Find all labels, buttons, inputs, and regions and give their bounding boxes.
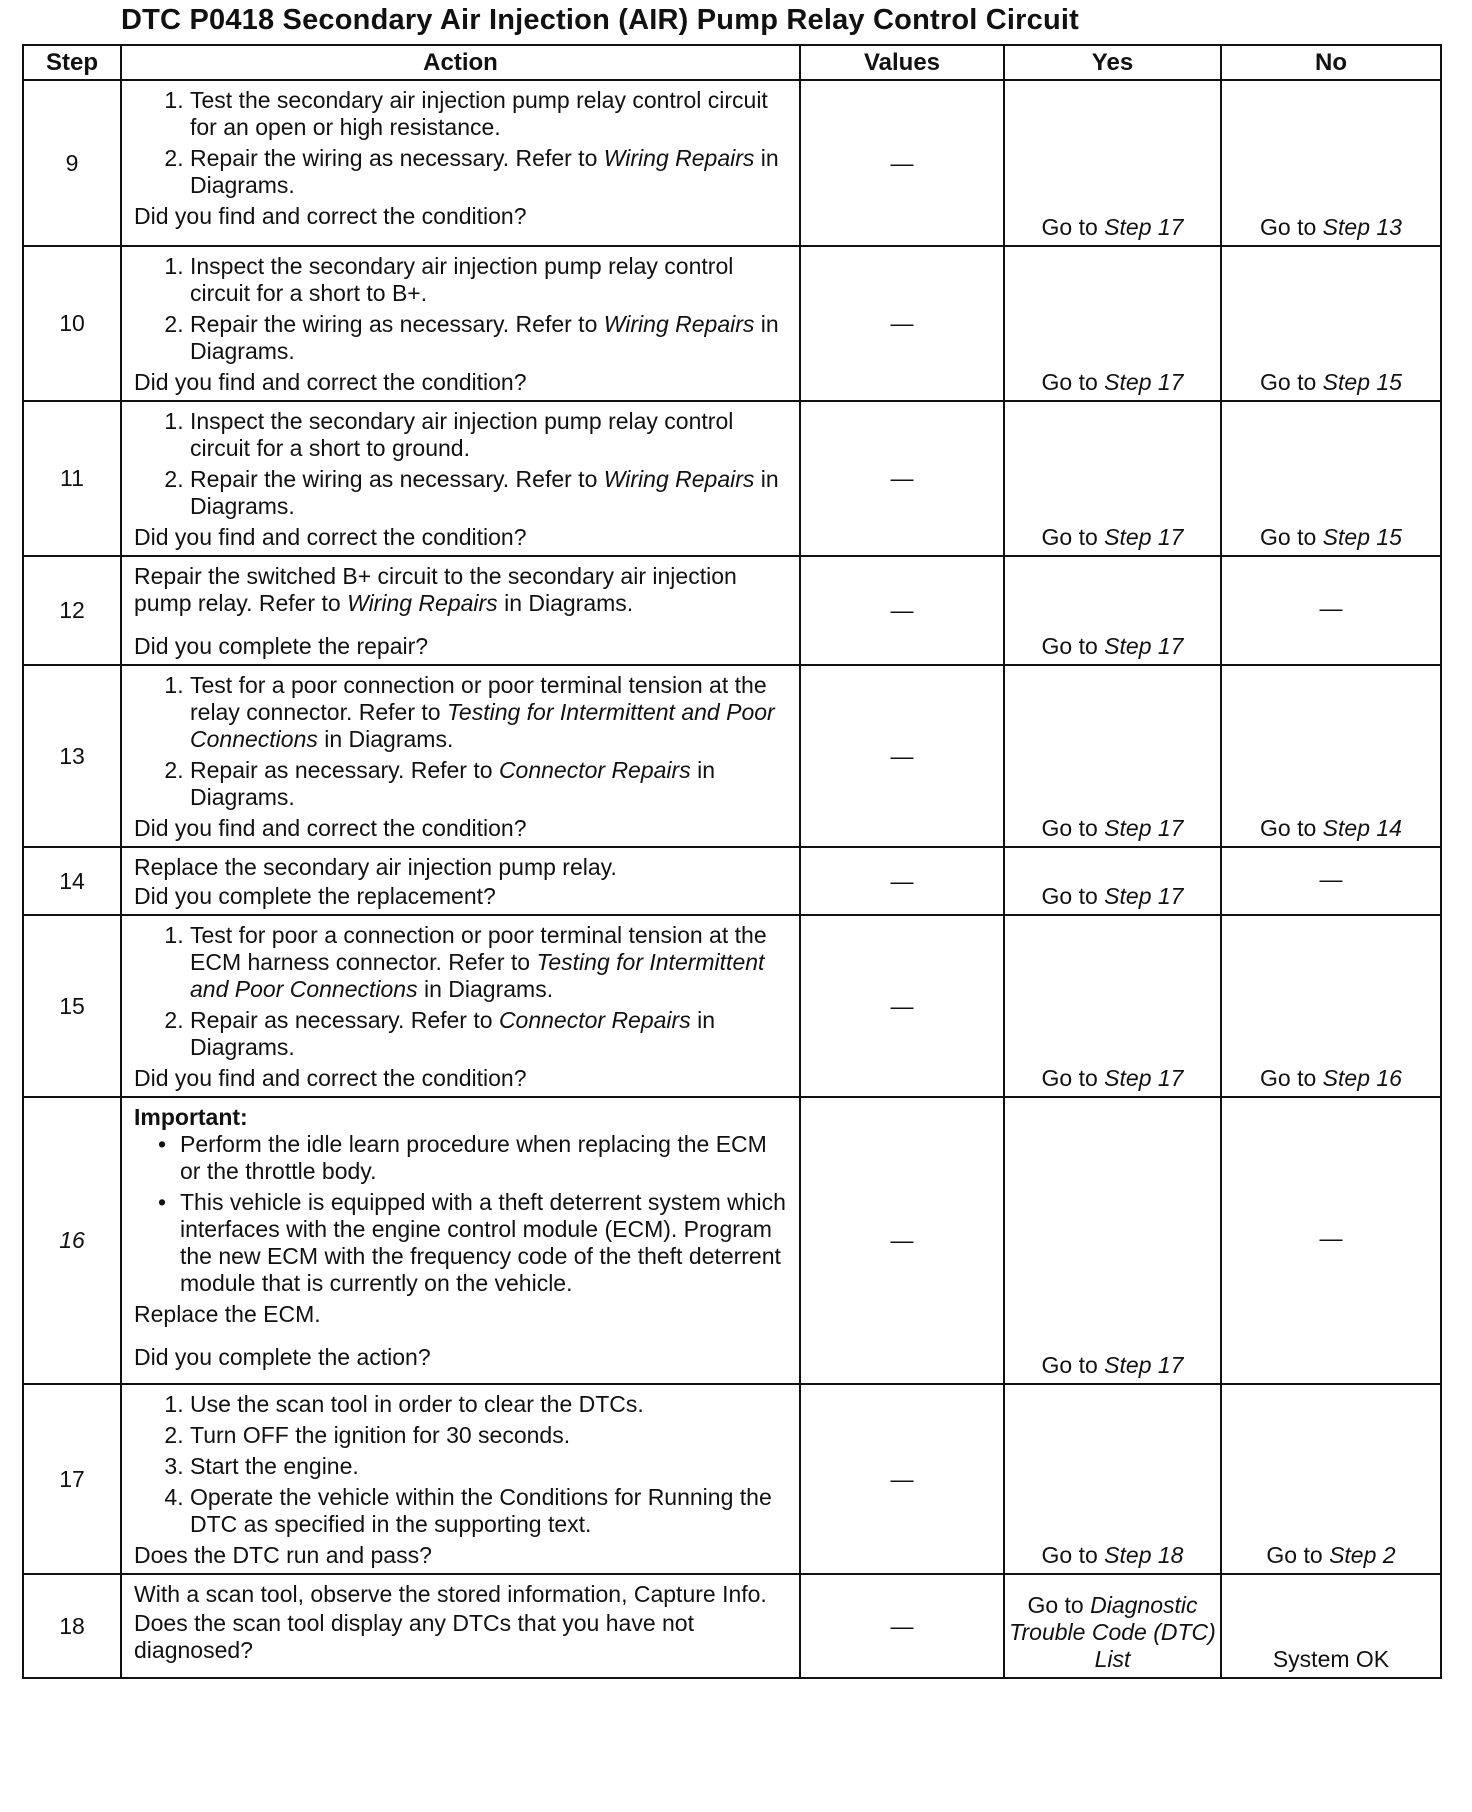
question-text: Did you complete the replacement? <box>134 883 496 909</box>
step-number: 17 <box>23 1384 121 1574</box>
reference: Testing for Intermittent and Poor Connections <box>190 949 765 1002</box>
step-number: 11 <box>23 401 121 556</box>
yes-cell <box>1004 665 1221 847</box>
text: Repair the wiring as necessary. Refer to <box>190 145 604 171</box>
text: Go to <box>1041 369 1105 395</box>
text: Go to <box>1260 1065 1323 1091</box>
reference: Step 17 <box>1104 815 1184 841</box>
reference: Step 15 <box>1322 369 1402 395</box>
header-step: Step <box>23 45 121 80</box>
no-cell <box>1221 665 1441 847</box>
yes-cell <box>1004 915 1221 1097</box>
no-cell <box>1221 401 1441 556</box>
step-list <box>134 253 791 365</box>
text: Perform the idle learn procedure when replacing the ECM or the throttle body. <box>180 1131 767 1184</box>
no-cell: — <box>1221 847 1441 915</box>
text: Replace the ECM. <box>134 1301 321 1327</box>
values-cell: — <box>800 556 1004 665</box>
document-title: DTC P0418 Secondary Air Injection (AIR) Pump Relay Control Circuit <box>120 4 1080 36</box>
text: Test for poor a connection or poor terminal tension at the ECM harness connector. Refer to <box>190 922 767 975</box>
spacer <box>134 1328 791 1342</box>
reference: Step 14 <box>1322 815 1402 841</box>
step-item <box>190 408 791 462</box>
step-list <box>134 672 791 811</box>
table-row <box>23 665 1441 847</box>
question-text: Did you find and correct the condition? <box>134 524 527 550</box>
step-list <box>134 922 791 1061</box>
question-text: Did you find and correct the condition? <box>134 815 527 841</box>
step-number: 9 <box>23 80 121 246</box>
step-number: 18 <box>23 1574 121 1678</box>
text: Repair as necessary. Refer to <box>190 757 499 783</box>
text: Turn OFF the ignition for 30 seconds. <box>190 1422 571 1448</box>
text: in Diagrams. <box>190 145 779 198</box>
text: Go to <box>1041 1065 1105 1091</box>
values-cell: — <box>800 1097 1004 1384</box>
action-cell <box>121 80 800 246</box>
reference: Connector Repairs <box>498 757 691 783</box>
values-cell: — <box>800 847 1004 915</box>
reference: Step 17 <box>1104 369 1184 395</box>
header-no: No <box>1221 45 1441 80</box>
text: Inspect the secondary air injection pump relay control circuit for a short to ground. <box>190 408 734 461</box>
reference: Step 17 <box>1104 1065 1184 1091</box>
question-text: Did you find and correct the condition? <box>134 1065 527 1091</box>
step-item <box>190 145 791 199</box>
step-item <box>190 311 791 365</box>
text: With a scan tool, observe the stored information, Capture Info. <box>134 1581 767 1607</box>
text: Repair as necessary. Refer to <box>190 1007 499 1033</box>
reference: Wiring Repairs <box>347 590 498 616</box>
step-list <box>134 408 791 520</box>
reference: Connector Repairs <box>498 1007 691 1033</box>
step-item <box>190 253 791 307</box>
yes-cell <box>1004 847 1221 915</box>
question-text: Did you complete the repair? <box>134 633 429 659</box>
text: Go to <box>1041 883 1105 909</box>
text: Go to <box>1041 1352 1105 1378</box>
table-row <box>23 556 1441 665</box>
bullet-item <box>180 1131 791 1185</box>
text: in Diagrams. <box>190 1007 715 1060</box>
text: in Diagrams. <box>190 757 715 810</box>
text: in Diagrams. <box>317 726 454 752</box>
no-cell: — <box>1221 556 1441 665</box>
action-cell <box>121 1574 800 1678</box>
no-cell <box>1221 1574 1441 1678</box>
question-text: Did you find and correct the condition? <box>134 369 527 395</box>
reference: Diagnostic Trouble Code (DTC) List <box>1009 1592 1216 1672</box>
yes-cell <box>1004 1574 1221 1678</box>
text: Go to <box>1041 633 1105 659</box>
question-text: Did you find and correct the condition? <box>134 203 527 229</box>
text: Repair the switched B+ circuit to the secondary air injection pump relay. Refer to <box>134 563 737 616</box>
table-row <box>23 80 1441 246</box>
text: Go to <box>1260 524 1323 550</box>
question-text: Does the scan tool display any DTCs that you have not diagnosed? <box>134 1610 694 1663</box>
table-body <box>23 80 1441 1678</box>
text: Go to <box>1041 1542 1105 1568</box>
bullet-item <box>180 1189 791 1297</box>
no-cell <box>1221 915 1441 1097</box>
diagnostic-table <box>22 44 1442 1679</box>
action-cell <box>121 915 800 1097</box>
yes-cell <box>1004 246 1221 401</box>
text: Operate the vehicle within the Conditions for Running the DTC as specified in the supporting text. <box>190 1484 772 1537</box>
reference: Step 18 <box>1104 1542 1184 1568</box>
instruction-text <box>134 1301 791 1328</box>
step-number: 12 <box>23 556 121 665</box>
text: in Diagrams. <box>417 976 554 1002</box>
step-number: 14 <box>23 847 121 915</box>
yes-cell <box>1004 401 1221 556</box>
reference: Wiring Repairs <box>603 145 755 171</box>
text: Go to <box>1041 214 1105 240</box>
text: in Diagrams. <box>497 590 634 616</box>
reference: Step 17 <box>1104 883 1184 909</box>
header-row <box>23 45 1441 80</box>
step-item <box>190 672 791 753</box>
action-cell <box>121 847 800 915</box>
text: Go to <box>1266 1542 1330 1568</box>
spacer <box>134 617 791 631</box>
reference: Step 17 <box>1104 214 1184 240</box>
action-cell <box>121 556 800 665</box>
step-list <box>134 1391 791 1538</box>
table-row <box>23 401 1441 556</box>
values-cell: — <box>800 665 1004 847</box>
instruction-text <box>134 1581 791 1608</box>
reference: Step 17 <box>1104 633 1184 659</box>
reference: Wiring Repairs <box>603 311 755 337</box>
text: Go to <box>1041 524 1105 550</box>
text: Repair the wiring as necessary. Refer to <box>190 466 604 492</box>
table-row <box>23 1384 1441 1574</box>
action-cell <box>121 401 800 556</box>
step-number: 10 <box>23 246 121 401</box>
reference: Step 17 <box>1104 1352 1184 1378</box>
action-cell <box>121 246 800 401</box>
step-number: 16 <box>23 1097 121 1384</box>
header-values: Values <box>800 45 1004 80</box>
step-item <box>190 87 791 141</box>
text: This vehicle is equipped with a theft deterrent system which interfaces with the engine control module (ECM). Program the new ECM with the frequency code of the theft deterrent module that is currently on the vehicle. <box>180 1189 786 1296</box>
text: Replace the secondary air injection pump relay. <box>134 854 617 880</box>
no-cell <box>1221 80 1441 246</box>
text: in Diagrams. <box>190 311 779 364</box>
step-item <box>190 757 791 811</box>
bullet-list <box>134 1131 791 1297</box>
step-item <box>190 1453 791 1480</box>
no-cell <box>1221 1384 1441 1574</box>
values-cell: — <box>800 80 1004 246</box>
instruction-text <box>134 854 791 881</box>
text: Go to <box>1260 369 1323 395</box>
important-label: Important: <box>134 1104 248 1130</box>
action-cell <box>121 1384 800 1574</box>
step-item <box>190 1391 791 1418</box>
reference: Step 13 <box>1322 214 1402 240</box>
text: Repair the wiring as necessary. Refer to <box>190 311 604 337</box>
action-cell <box>121 665 800 847</box>
text: Go to <box>1041 815 1105 841</box>
table-row <box>23 1097 1441 1384</box>
text: Test for a poor connection or poor terminal tension at the relay connector. Refer to <box>190 672 767 725</box>
no-cell <box>1221 246 1441 401</box>
yes-cell <box>1004 1384 1221 1574</box>
reference: Step 15 <box>1322 524 1402 550</box>
text: Go to <box>1260 214 1323 240</box>
table-row <box>23 915 1441 1097</box>
no-cell: — <box>1221 1097 1441 1384</box>
text: System OK <box>1272 1646 1390 1672</box>
reference: Testing for Intermittent and Poor Connections <box>190 699 775 752</box>
text: Go to <box>1260 815 1323 841</box>
table-row <box>23 847 1441 915</box>
values-cell: — <box>800 1574 1004 1678</box>
step-number: 13 <box>23 665 121 847</box>
text: Test the secondary air injection pump relay control circuit for an open or high resistance. <box>190 87 768 140</box>
text: in Diagrams. <box>190 466 779 519</box>
values-cell: — <box>800 246 1004 401</box>
instruction-text <box>134 563 791 617</box>
header-yes: Yes <box>1004 45 1221 80</box>
step-item <box>190 1422 791 1449</box>
header-action: Action <box>121 45 800 80</box>
table-row <box>23 1574 1441 1678</box>
reference: Step 17 <box>1104 524 1184 550</box>
reference: Step 16 <box>1322 1065 1402 1091</box>
values-cell: — <box>800 401 1004 556</box>
step-item <box>190 922 791 1003</box>
text: Start the engine. <box>190 1453 359 1479</box>
action-cell <box>121 1097 800 1384</box>
step-number: 15 <box>23 915 121 1097</box>
question-text: Did you complete the action? <box>134 1344 431 1370</box>
values-cell: — <box>800 1384 1004 1574</box>
reference: Wiring Repairs <box>603 466 755 492</box>
text: Use the scan tool in order to clear the DTCs. <box>190 1391 644 1417</box>
yes-cell <box>1004 80 1221 246</box>
text: Go to <box>1027 1592 1091 1618</box>
step-item <box>190 466 791 520</box>
yes-cell <box>1004 1097 1221 1384</box>
step-list <box>134 87 791 199</box>
values-cell: — <box>800 915 1004 1097</box>
step-item <box>190 1484 791 1538</box>
reference: Step 2 <box>1329 1542 1396 1568</box>
step-item <box>190 1007 791 1061</box>
question-text: Does the DTC run and pass? <box>134 1542 432 1568</box>
table-row <box>23 246 1441 401</box>
text: Inspect the secondary air injection pump relay control circuit for a short to B+. <box>190 253 734 306</box>
yes-cell <box>1004 556 1221 665</box>
